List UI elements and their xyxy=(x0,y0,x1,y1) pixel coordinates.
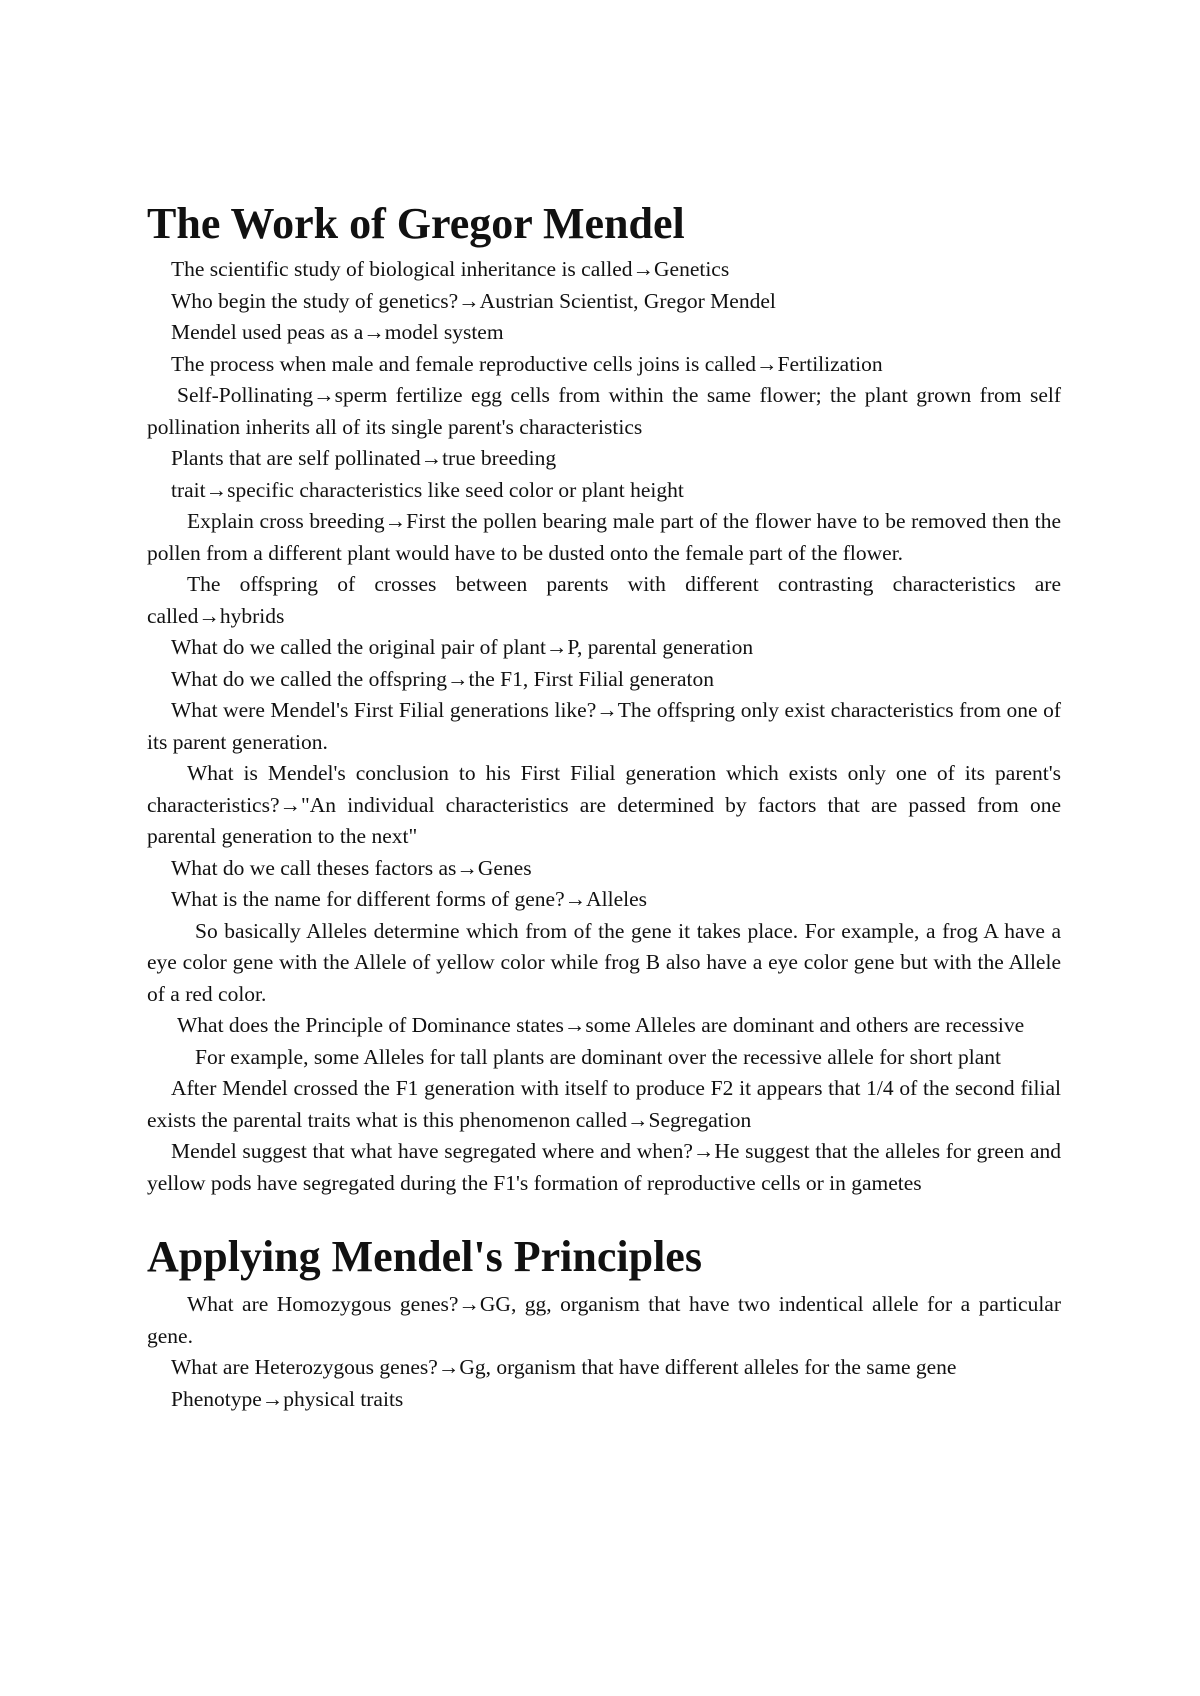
paragraph: What is Mendel's conclusion to his First Filial generation which exists only one of its parent's characteristics?→"An individual characteristics are determined by factors that are passed from one parental generation to the next" xyxy=(147,761,1061,848)
paragraph: For example, some Alleles for tall plants are dominant over the recessive allele for short plant xyxy=(195,1044,1001,1069)
paragraph: Mendel suggest that what have segregated where and when?→He suggest that the alleles for green and yellow pods have segregated during the F1's formation of reproductive cells or in gametes xyxy=(147,1139,1061,1195)
paragraph: What do we called the offspring→the F1, First Filial generaton xyxy=(171,666,714,691)
paragraph: Plants that are self pollinated→true breeding xyxy=(171,446,557,470)
paragraph: Phenotype→physical traits xyxy=(171,1386,404,1411)
paragraph: trait→specific characteristics like seed color or plant height xyxy=(171,477,684,502)
paragraph: After Mendel crossed the F1 generation with itself to produce F2 it appears that 1/4 of the second filial exists the parental traits what is this phenomenon called→Segregation xyxy=(147,1076,1061,1132)
paragraph: What is the name for different forms of gene?→Alleles xyxy=(171,887,648,911)
paragraph: What do we call theses factors as→Genes xyxy=(171,855,532,880)
paragraph: Who begin the study of genetics?→Austrian Scientist, Gregor Mendel xyxy=(171,288,776,313)
section-title-applying-principles: Applying Mendel's Principles xyxy=(147,1232,702,1281)
paragraph: The process when male and female reproductive cells joins is called→Fertilization xyxy=(171,351,883,376)
paragraph: What do we called the original pair of plant→P, parental generation xyxy=(171,635,754,659)
document-page xyxy=(147,196,1061,1415)
paragraph: What were Mendel's First Filial generations like?→The offspring only exist characteristics from one of its parent generation. xyxy=(147,698,1061,754)
paragraph: The scientific study of biological inheritance is called→Genetics xyxy=(171,257,730,281)
paragraph: Explain cross breeding→First the pollen bearing male part of the flower have to be removed then the pollen from a different plant would have to be dusted onto the female part of the flower. xyxy=(147,509,1061,565)
paragraph: The offspring of crosses between parents with different contrasting characteristics are called→hybrids xyxy=(147,572,1061,628)
paragraph: What does the Principle of Dominance states→some Alleles are dominant and others are recessive xyxy=(177,1013,1025,1037)
paragraph: Self-Pollinating→sperm fertilize egg cells from within the same flower; the plant grown from self pollination inherits all of its single parent's characteristics xyxy=(147,383,1061,439)
paragraph: What are Homozygous genes?→GG, gg, organism that have two indentical allele for a particular gene. xyxy=(147,1292,1061,1348)
section-title-mendel-work: The Work of Gregor Mendel xyxy=(147,199,685,248)
paragraph: What are Heterozygous genes?→Gg, organism that have different alleles for the same gene xyxy=(171,1355,957,1379)
paragraph: Mendel used peas as a→model system xyxy=(171,320,504,344)
paragraph: So basically Alleles determine which from of the gene it takes place. For example, a frog A have a eye color gene with the Allele of yellow color while frog B also have a eye color gene but with the Allele of a red color. xyxy=(147,918,1061,1006)
